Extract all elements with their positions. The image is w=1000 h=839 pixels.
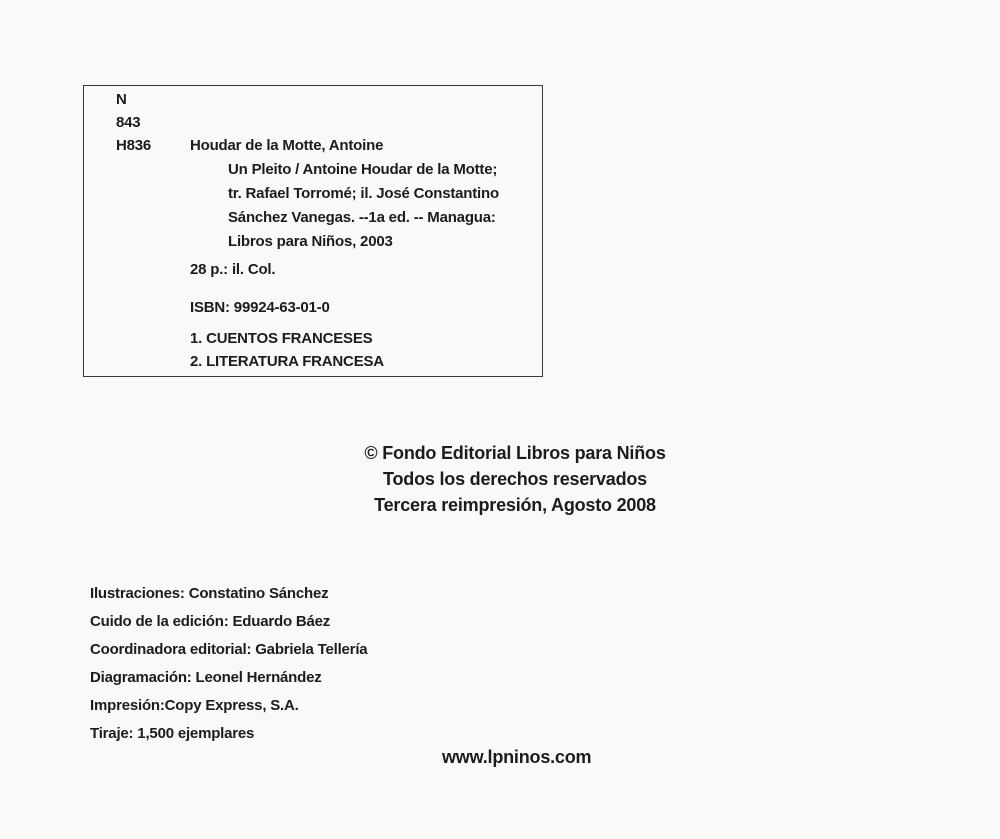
catalog-title-line: tr. Rafael Torromé; il. José Constantino [228,185,499,202]
credits-list [90,584,367,752]
copyright-edition: Tercera reimpresión, Agosto 2008 [374,495,656,515]
credit-illustrations: Ilustraciones: Constatino Sánchez [90,585,329,602]
catalog-subject: 1. CUENTOS FRANCESES [190,330,373,347]
catalog-title-line: Sánchez Vanegas. --1a ed. -- Managua: [228,209,496,226]
catalog-physical-description: 28 p.: il. Col. [190,261,276,278]
catalog-title-line: Libros para Niños, 2003 [228,233,393,250]
copyright-rights: Todos los derechos reservados [383,469,647,489]
copyright-publisher: © Fondo Editorial Libros para Niños [364,443,666,463]
call-number-subclass: 843 [116,114,141,131]
website-url: www.lpninos.com [442,747,592,767]
catalog-isbn: ISBN: 99924-63-01-0 [190,299,330,316]
call-number-cutter: H836 [116,137,152,154]
credit-print-run: Tiraje: 1,500 ejemplares [90,725,255,742]
catalog-subject: 2. LITERATURA FRANCESA [190,353,384,370]
catalog-author: Houdar de la Motte, Antoine [190,137,384,154]
catalog-card [83,85,543,377]
copyright-block [330,440,700,518]
credit-printing: Impresión:Copy Express, S.A. [90,697,299,714]
credit-layout: Diagramación: Leonel Hernández [90,669,322,686]
call-number-class: N [116,91,127,108]
catalog-title-line: Un Pleito / Antoine Houdar de la Motte; [228,161,498,178]
credit-coordination: Coordinadora editorial: Gabriela Tellería [90,641,368,658]
credit-editing: Cuido de la edición: Eduardo Báez [90,613,331,630]
